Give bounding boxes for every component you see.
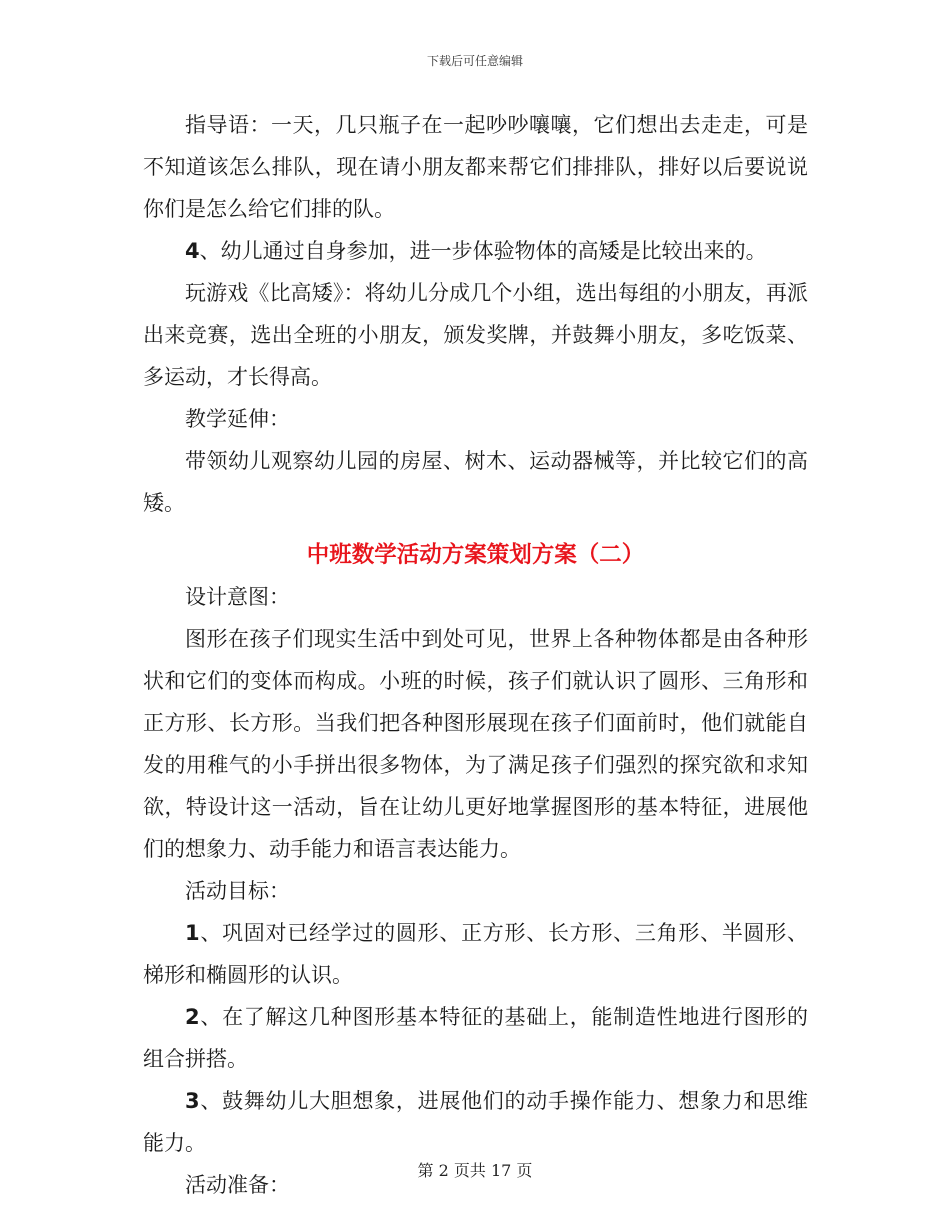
top-paragraphs: [143, 104, 808, 524]
paragraph-step-4: 4、幼儿通过自身参加，进一步体验物体的高矮是比较出来的。: [185, 239, 767, 263]
paragraph-game: 玩游戏《比高矮》：将幼儿分成几个小组，选出每组的小朋友，再派出来竞赛，选出全班的小朋友，颁发奖牌，并鼓舞小朋友，多吃饭菜、多运动，才长得高。: [143, 281, 808, 389]
paragraph-extension-heading: 教学延伸：: [185, 407, 290, 431]
paragraph-goal-1: 1、巩固对已经学过的圆形、正方形、长方形、三角形、半圆形、梯形和椭圆形的认识。: [143, 921, 808, 987]
page-footer: 第 2 页共 17 页: [417, 1161, 533, 1180]
paragraph-design-heading: 设计意图：: [185, 585, 290, 609]
section-title: 中班数学活动方案策划方案（二）: [306, 542, 645, 568]
document-body: [143, 104, 808, 1206]
paragraph-goal-2: 2、在了解这几种图形基本特征的基础上，能制造性地进行图形的组合拼搭。: [143, 1005, 808, 1071]
paragraph-extension: 带领幼儿观察幼儿园的房屋、树木、运动器械等，并比较它们的高矮。: [143, 449, 808, 515]
paragraph-design: 图形在孩子们现实生活中到处可见，世界上各种物体都是由各种形状和它们的变体而构成。小班的时候，孩子们就认识了圆形、三角形和正方形、长方形。当我们把各种图形展现在孩子们面前时，他们就能自发的用稚气的小手拼出很多物体，为了满足孩子们强烈的探究欲和求知欲，特设计这一活动，旨在让幼儿更好地掌握图形的基本特征，进展他们的想象力、动手能力和语言表达能力。: [143, 627, 808, 861]
page-header: 下载后可任意编辑: [426, 54, 523, 68]
bottom-paragraphs: [143, 576, 808, 1206]
paragraph-goals-heading: 活动目标：: [185, 879, 290, 903]
paragraph-preparation-heading: 活动准备：: [185, 1173, 290, 1197]
paragraph-guide: 指导语：一天，几只瓶子在一起吵吵嚷嚷，它们想出去走走，可是不知道该怎么排队，现在请小朋友都来帮它们排排队，排好以后要说说你们是怎么给它们排的队。: [143, 113, 808, 221]
paragraph-goal-3: 3、鼓舞幼儿大胆想象，进展他们的动手操作能力、想象力和思维能力。: [143, 1089, 808, 1155]
